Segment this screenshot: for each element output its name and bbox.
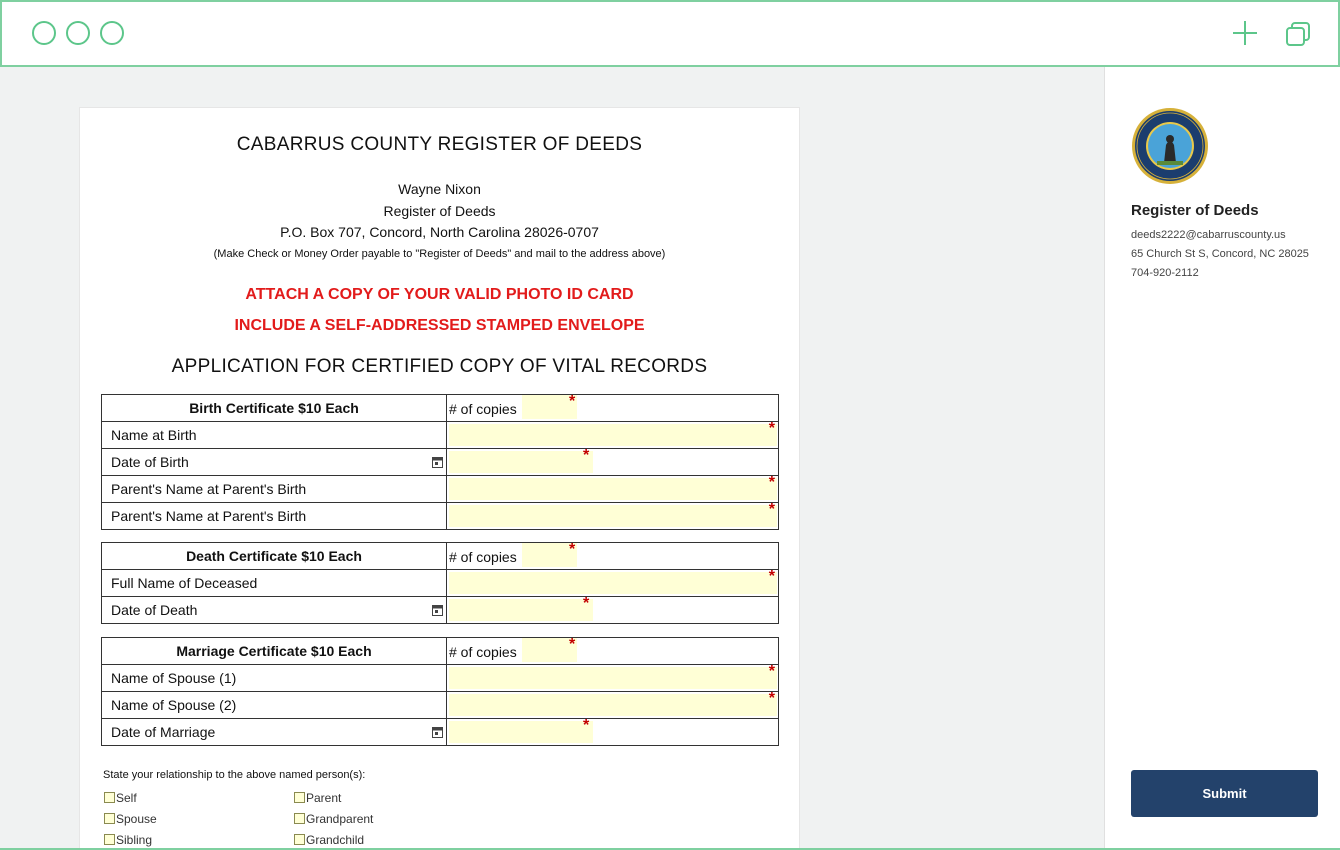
relationship-title: State your relationship to the above named person(s): (103, 769, 366, 781)
contact-email[interactable]: deeds2222@cabarruscounty.us (1131, 229, 1286, 241)
copies-label: # of copies (449, 644, 517, 660)
birth-copies-cell (447, 395, 779, 422)
copy-icon[interactable] (1284, 20, 1312, 48)
date-of-death-input[interactable] (449, 599, 593, 621)
required-mark: * (569, 541, 576, 558)
checkbox-spouse[interactable] (104, 812, 157, 826)
field-label: Name at Birth (102, 422, 447, 449)
marriage-certificate-table (101, 637, 779, 746)
document-title: CABARRUS COUNTY REGISTER OF DEEDS (236, 134, 643, 155)
calendar-icon[interactable] (432, 726, 443, 738)
field-label (102, 719, 447, 746)
field-label: Name of Spouse (2) (102, 692, 447, 719)
field-label: Parent's Name at Parent's Birth (102, 503, 447, 530)
required-mark: * (768, 501, 775, 518)
checkbox-label: Sibling (116, 833, 153, 847)
marriage-copies-cell (447, 638, 779, 665)
marriage-heading: Marriage Certificate $10 Each (102, 638, 447, 665)
checkbox-parent[interactable] (294, 791, 341, 805)
field-label: Parent's Name at Parent's Birth (102, 476, 447, 503)
death-copies-cell (447, 543, 779, 570)
date-of-marriage-input[interactable] (449, 721, 593, 743)
checkbox-label: Spouse (116, 812, 157, 826)
deceased-name-input[interactable] (449, 572, 777, 594)
checkbox-label: Grandchild (306, 833, 365, 847)
date-of-birth-input[interactable] (449, 451, 593, 473)
calendar-icon[interactable] (432, 604, 443, 616)
checkbox-grandparent[interactable] (294, 812, 373, 826)
sidebar (1104, 67, 1340, 850)
field-label-text: Date of Marriage (111, 724, 216, 740)
parent-name-2-input[interactable] (449, 505, 777, 527)
required-mark: * (768, 690, 775, 707)
register-address: P.O. Box 707, Concord, North Carolina 28026-0707 (280, 224, 599, 240)
required-mark: * (768, 420, 775, 437)
photo-id-alert: ATTACH A COPY OF YOUR VALID PHOTO ID CARD (245, 286, 634, 303)
application-title: APPLICATION FOR CERTIFIED COPY OF VITAL RECORDS (171, 356, 708, 377)
application-document (79, 107, 800, 850)
death-certificate-table (101, 542, 779, 624)
field-label (102, 597, 447, 624)
field-label (102, 449, 447, 476)
field-label-text: Date of Birth (111, 454, 189, 470)
checkbox-box[interactable] (294, 834, 305, 845)
checkbox-box[interactable] (104, 792, 115, 803)
calendar-icon[interactable] (432, 456, 443, 468)
checkbox-self[interactable] (104, 791, 137, 805)
org-name: Register of Deeds (1131, 202, 1259, 219)
submit-button[interactable]: Submit (1131, 770, 1318, 817)
window-circle-icon[interactable] (32, 21, 56, 45)
checkbox-box[interactable] (294, 813, 305, 824)
spouse-2-input[interactable] (449, 694, 777, 716)
register-name: Wayne Nixon (398, 181, 481, 197)
copies-label: # of copies (449, 549, 517, 565)
checkbox-box[interactable] (104, 813, 115, 824)
required-mark: * (569, 636, 576, 653)
checkbox-label: Grandparent (306, 812, 374, 826)
contact-phone: 704-920-2112 (1131, 267, 1199, 279)
register-role: Register of Deeds (383, 203, 496, 219)
required-mark: * (583, 447, 590, 464)
field-label: Full Name of Deceased (102, 570, 447, 597)
checkbox-box[interactable] (294, 792, 305, 803)
checkbox-box[interactable] (104, 834, 115, 845)
envelope-alert: INCLUDE A SELF-ADDRESSED STAMPED ENVELOPE (234, 317, 645, 334)
contact-address: 65 Church St S, Concord, NC 28025 (1131, 248, 1309, 260)
checkbox-sibling[interactable] (104, 833, 152, 847)
window-circle-icon[interactable] (66, 21, 90, 45)
required-mark: * (768, 474, 775, 491)
payable-note: (Make Check or Money Order payable to "Register of Deeds" and mail to the address above) (213, 248, 666, 260)
birth-certificate-table (101, 394, 779, 530)
checkbox-label: Self (116, 791, 137, 805)
copies-label: # of copies (449, 401, 517, 417)
checkbox-label: Parent (306, 791, 342, 805)
field-label: Name of Spouse (1) (102, 665, 447, 692)
parent-name-1-input[interactable] (449, 478, 777, 500)
required-mark: * (569, 393, 576, 410)
death-heading: Death Certificate $10 Each (102, 543, 447, 570)
required-mark: * (583, 595, 590, 612)
required-mark: * (768, 568, 775, 585)
plus-icon[interactable] (1232, 20, 1258, 46)
name-at-birth-input[interactable] (449, 424, 777, 446)
spouse-1-input[interactable] (449, 667, 777, 689)
required-mark: * (768, 663, 775, 680)
field-label-text: Date of Death (111, 602, 198, 618)
checkbox-grandchild[interactable] (294, 833, 364, 847)
birth-heading: Birth Certificate $10 Each (102, 395, 447, 422)
window-circle-icon[interactable] (100, 21, 124, 45)
county-seal-logo (1131, 107, 1209, 185)
required-mark: * (583, 717, 590, 734)
window-toolbar (0, 0, 1340, 67)
